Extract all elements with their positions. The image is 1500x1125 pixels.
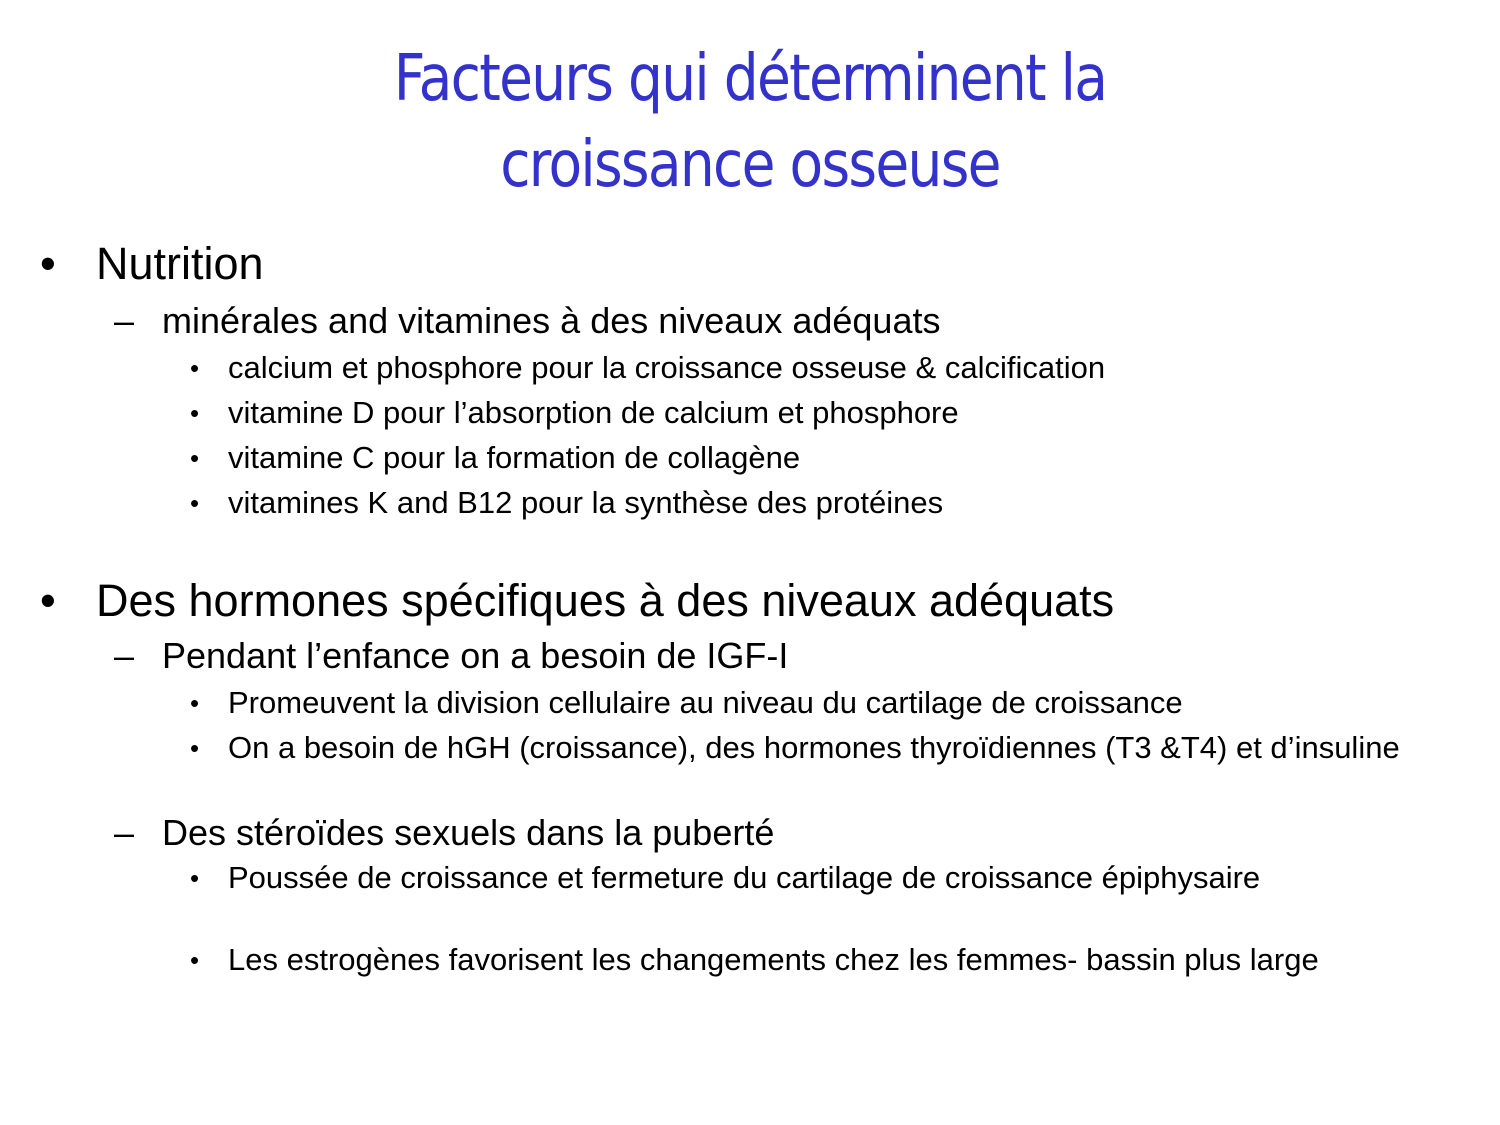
subbullet-text: Pendant l’enfance on a besoin de IGF-I <box>162 635 789 676</box>
subbullet-steroides-puberte <box>114 812 775 854</box>
point-calcium-phosphore <box>190 350 1106 386</box>
point-vitamines-k-b12 <box>190 485 944 521</box>
subbullet-text: Des stéroïdes sexuels dans la puberté <box>162 812 775 853</box>
point-division-cellulaire <box>190 685 1183 721</box>
bullet-marker: • <box>40 575 56 626</box>
point-text: Poussée de croissance et fermeture du cartilage de croissance épiphysaire <box>228 860 1261 895</box>
title-line-1: Facteurs qui déterminent la <box>393 42 1107 116</box>
subbullet-minerals-vitamins <box>114 300 941 342</box>
title-line-2: croissance osseuse <box>500 128 1000 202</box>
point-text: calcium et phosphore pour la croissance osseuse & calcification <box>228 350 1106 385</box>
point-text: Les estrogènes favorisent les changements chez les femmes- bassin plus large <box>228 942 1319 977</box>
bullet-marker: • <box>40 238 56 289</box>
point-marker: • <box>190 863 200 893</box>
point-marker: • <box>190 945 200 975</box>
point-marker: • <box>190 443 200 473</box>
bullet-text: Des hormones spécifiques à des niveaux adéquats <box>96 575 1115 626</box>
point-estrogenes <box>190 942 1458 978</box>
point-text: vitamine C pour la formation de collagène <box>228 440 801 475</box>
dash-marker: – <box>114 300 135 341</box>
point-text: vitamine D pour l’absorption de calcium et phosphore <box>228 395 959 430</box>
slide-title <box>105 36 1395 208</box>
point-poussee-croissance <box>190 860 1308 896</box>
point-text: vitamines K and B12 pour la synthèse des protéines <box>228 485 944 520</box>
point-marker: • <box>190 488 200 518</box>
bullet-hormones <box>40 575 1115 627</box>
point-hgh-thyroide-insuline <box>190 730 1458 766</box>
point-marker: • <box>190 398 200 428</box>
point-marker: • <box>190 733 200 763</box>
point-vitamine-c <box>190 440 801 476</box>
bullet-nutrition <box>40 238 264 290</box>
point-marker: • <box>190 688 200 718</box>
dash-marker: – <box>114 635 135 676</box>
point-text: On a besoin de hGH (croissance), des hormones thyroïdiennes (T3 &T4) et d’insuline <box>228 730 1400 765</box>
subbullet-text: minérales and vitamines à des niveaux adéquats <box>162 300 941 341</box>
bullet-text: Nutrition <box>96 238 264 289</box>
point-vitamine-d <box>190 395 959 431</box>
point-marker: • <box>190 353 200 383</box>
point-text: Promeuvent la division cellulaire au niveau du cartilage de croissance <box>228 685 1183 720</box>
dash-marker: – <box>114 812 135 853</box>
subbullet-enfance-igf <box>114 635 789 677</box>
